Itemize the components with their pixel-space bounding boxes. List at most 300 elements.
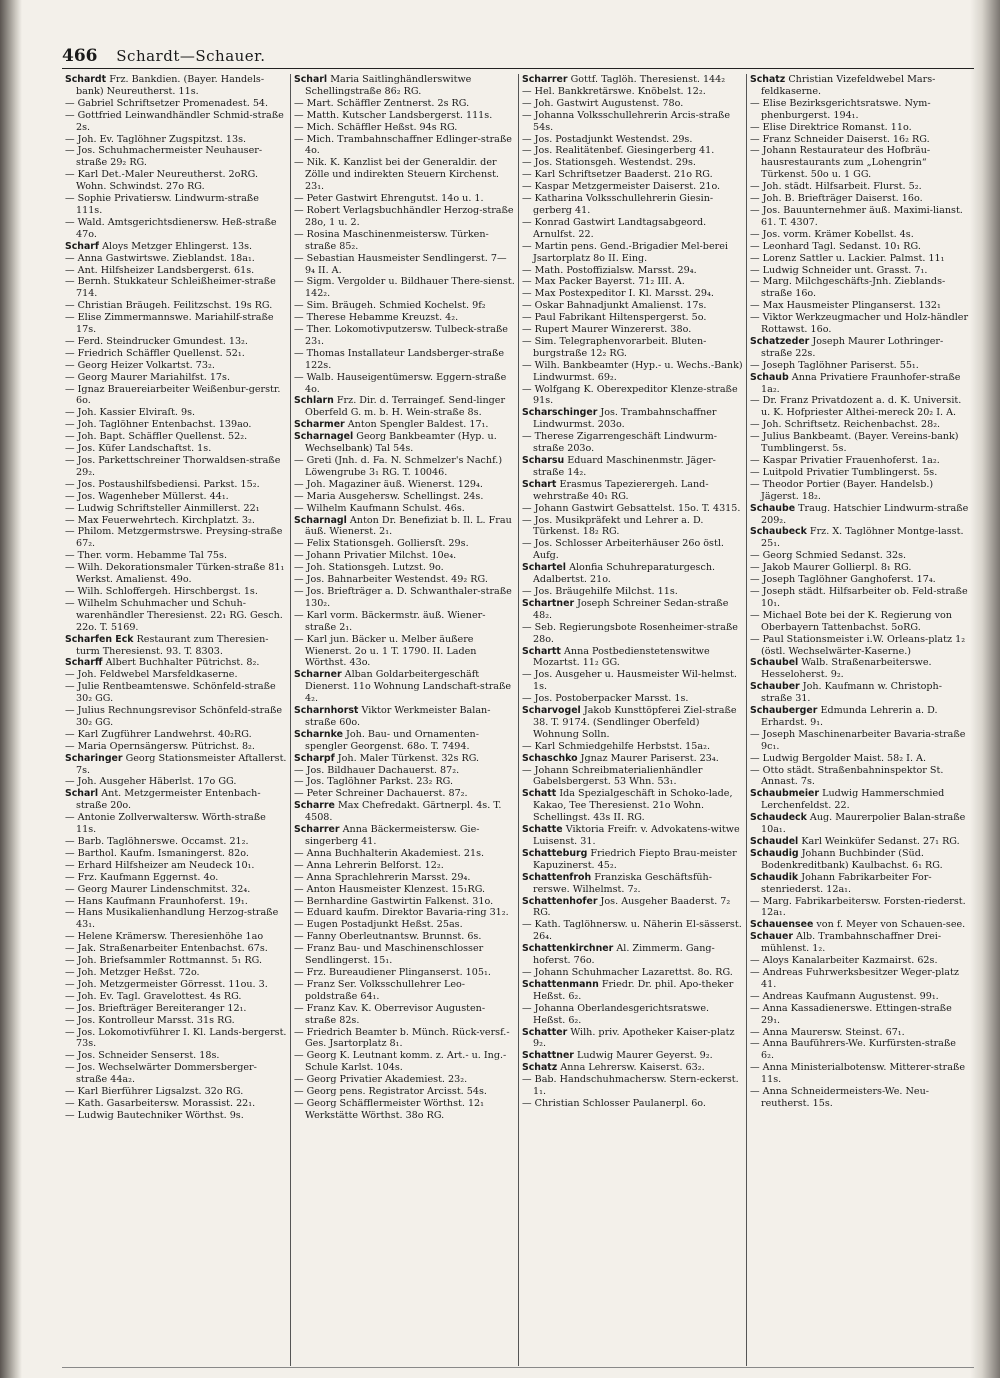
- directory-entry: [294, 753, 515, 765]
- entry-text: — Anna Buchhalterin Akademiest. 21s.: [294, 847, 485, 859]
- directory-entry: [750, 503, 971, 527]
- directory-entry: [522, 455, 743, 479]
- directory-entry: [294, 312, 515, 324]
- directory-entry: [294, 824, 515, 848]
- entry-text: Jos. Ausgeher Baaderst. 7₂ RG.: [533, 895, 731, 919]
- entry-text: — Karl Zugführer Landwehrst. 40₂RG.: [65, 728, 252, 740]
- directory-entry: [294, 193, 515, 205]
- entry-text: — Bab. Handschuhmachersw. Stern-eckerst. 1₁.: [522, 1074, 739, 1098]
- directory-entry: [750, 74, 971, 98]
- directory-entry: [294, 1050, 515, 1074]
- directory-entry: [65, 503, 287, 515]
- directory-entry: [65, 1098, 287, 1110]
- entry-text: — Paul Stationsmeister i.W. Orleans-platz 1₂ (östl. Wechselwärter-Kaserne.): [750, 633, 966, 657]
- entry-text: Georg Stationsmeister Aftallerst. 7s.: [76, 752, 287, 776]
- entry-text: — Hel. Bankkretärswe. Knöbelst. 12₂.: [522, 85, 706, 97]
- entry-text: — Jos. Schuhmachermeister Neuhauser-straße 29₂ RG.: [65, 145, 263, 169]
- directory-entry: [522, 360, 743, 384]
- directory-entry: [522, 503, 743, 515]
- entry-text: Joh. Kaufmann w. Christoph-straße 31.: [761, 681, 942, 705]
- surname-keyword: Schaudeck: [750, 812, 807, 824]
- directory-entry: [750, 574, 971, 586]
- directory-entry: [65, 812, 287, 836]
- entry-text: — Ignaz Brauereiarbeiter Weißenbur-gerstr. 6o.: [65, 383, 281, 407]
- surname-keyword: Schattenfroh: [522, 871, 592, 883]
- entry-text: Ludwig Hammerschmied Lerchenfeldst. 22.: [761, 788, 945, 812]
- entry-text: — Ther. Lokomotivputzersw. Tulbeck-straße 23₁.: [294, 324, 508, 347]
- directory-entry: [294, 372, 515, 396]
- entry-text: — Joh. Metzger Heßst. 72o.: [65, 966, 200, 978]
- surname-keyword: Schattenhofer: [522, 895, 598, 907]
- directory-entry: [294, 848, 515, 860]
- directory-entry: [65, 455, 287, 479]
- entry-text: — Georg Maurer Mariahilfst. 17s.: [65, 371, 231, 383]
- entry-text: Anna Privatiere Fraunhofer-straße 1a₂.: [761, 371, 961, 395]
- entry-text: Johann Fabrikarbeiter For-stenriederst. 12a₁.: [761, 871, 932, 895]
- directory-entry: [522, 407, 743, 431]
- entry-text: — Ferd. Steindrucker Gmundest. 13₂.: [65, 335, 248, 347]
- directory-entry: [65, 491, 287, 503]
- surname-keyword: Scharnke: [294, 728, 343, 740]
- entry-text: — Wilh. Dekorationsmaler Türken-straße 81₁ Werkst. Amalienst. 49o.: [65, 562, 285, 586]
- directory-entry: [65, 562, 287, 586]
- entry-text: Erasmus Tapezierergeh. Land-wehrstraße 40₁ RG.: [533, 478, 709, 502]
- entry-text: Wilh. priv. Apotheker Kaiser-platz 9₂.: [533, 1026, 735, 1050]
- directory-entry: [65, 931, 287, 943]
- directory-entry: [750, 419, 971, 431]
- entry-text: — Wald. Amtsgerichtsdienersw. Heß-straße 47o.: [65, 216, 277, 240]
- entry-text: Anna Bäckermeistersw. Gie-singerberg 41.: [305, 824, 480, 847]
- directory-entry: [65, 907, 287, 931]
- entry-text: — Luitpold Privatier Tumblingerst. 5s.: [750, 466, 938, 478]
- surname-keyword: Schaubmeier: [750, 788, 820, 800]
- directory-entry: [65, 967, 287, 979]
- directory-entry: [294, 157, 515, 193]
- directory-entry: [522, 1074, 743, 1098]
- directory-entry: [750, 562, 971, 574]
- entry-text: — Joh. Ev. Taglöhner Zugspitzst. 13s.: [65, 133, 247, 145]
- directory-entry: [65, 372, 287, 384]
- entry-text: — Jos. Briefträger a. D. Schwanthaler-straße 130₂.: [294, 585, 512, 609]
- entry-text: Joseph Schreiner Sedan-straße 48₂.: [533, 597, 729, 621]
- entry-text: — Jos. Bildhauer Dachauerst. 87₂.: [294, 764, 460, 776]
- directory-entry: [522, 646, 743, 670]
- entry-text: — Michael Bote bei der K. Regierung von Oberbayern Tattenbachst. 5oRG.: [750, 609, 952, 633]
- directory-entry: [750, 1062, 971, 1086]
- directory-entry: [750, 276, 971, 300]
- entry-text: — Erhard Hilfsheizer am Neudeck 10₁.: [65, 859, 255, 871]
- entry-text: — Max Postexpeditor I. Kl. Marsst. 29₄.: [522, 288, 714, 300]
- entry-text: Gottf. Taglöh. Theresienst. 144₂: [570, 74, 726, 85]
- directory-entry: [750, 1027, 971, 1039]
- entry-text: — Maria Ausgehersw. Schellingst. 24s.: [294, 490, 484, 502]
- directory-entry: [522, 824, 743, 848]
- entry-text: — Karl vorm. Bäckermstr. äuß. Wiener-straße 2₁.: [294, 609, 486, 633]
- surname-keyword: Scharinger: [65, 752, 123, 764]
- entry-text: — Jos. Stationsgeh. Westendst. 29s.: [522, 157, 696, 169]
- directory-entry: [65, 98, 287, 110]
- entry-text: — Anna Kassadienerswe. Ettingen-straße 29₁.: [750, 1002, 952, 1026]
- entry-text: — Joh. Taglöhner Entenbachst. 139ao.: [65, 419, 252, 431]
- entry-text: — Joh. Gastwirt Augustenst. 78o.: [522, 97, 684, 109]
- directory-entry: [750, 253, 971, 265]
- directory-entry: [750, 872, 971, 896]
- directory-entry: [294, 515, 515, 539]
- entry-text: — Paul Fabrikant Hiltenspergerst. 5o.: [522, 312, 707, 324]
- directory-entry: [65, 515, 287, 527]
- entry-text: — Jos. Postoberpacker Marsst. 1s.: [522, 693, 689, 705]
- entry-text: Aug. Maurerpolier Balan-straße 10a₁.: [761, 812, 966, 836]
- entry-text: — Andreas Kaufmann Augustenst. 99₁.: [750, 990, 939, 1002]
- entry-text: — Katharina Volksschullehrerin Giesin-gerberg 41.: [522, 193, 714, 216]
- surname-keyword: Schattenmann: [522, 978, 599, 990]
- entry-text: — Seb. Regierungsbote Rosenheimer-straße 28o.: [522, 621, 738, 645]
- directory-entry: [750, 812, 971, 836]
- directory-entry: [750, 193, 971, 205]
- directory-entry: [65, 74, 287, 98]
- entry-text: — Jos. Schneider Senserst. 18s.: [65, 1050, 220, 1062]
- entry-text: — Antonie Zollverwaltersw. Wörth-straße 11s.: [65, 812, 266, 836]
- entry-text: — Max Packer Bayerst. 71₂ III. A.: [522, 276, 685, 288]
- entry-text: — Joh. Metzgermeister Görresst. 11ou. 3.: [65, 978, 268, 990]
- directory-entry: [750, 300, 971, 312]
- columns-container: [62, 74, 974, 1366]
- directory-entry: [750, 372, 971, 396]
- entry-text: — Jos. Wechselwärter Dommersberger-straße 44a₂.: [65, 1062, 257, 1086]
- entry-text: — Kaspar Privatier Frauenhoferst. 1a₂.: [750, 455, 940, 466]
- entry-text: — Rupert Maurer Winzererst. 38o.: [522, 324, 692, 336]
- entry-text: — Sigm. Vergolder u. Bildhauer There-sienst. 142₂.: [294, 276, 515, 300]
- directory-entry: [294, 324, 515, 348]
- directory-entry: [522, 515, 743, 539]
- entry-text: — Frz. Bureaudiener Plinganserst. 105₁.: [294, 966, 491, 978]
- directory-entry: [65, 586, 287, 598]
- directory-entry: [65, 1027, 287, 1051]
- entry-text: — Jos. Postaushilfsbediensi. Parkst. 15₂.: [65, 478, 260, 490]
- entry-text: — Jos. Schlosser Arbeiterhäuser 26o östl. Aufg.: [522, 538, 724, 562]
- column-1: [62, 74, 290, 1366]
- entry-text: — Gabriel Schriftsetzer Promenadest. 54.: [65, 97, 269, 109]
- directory-entry: [522, 919, 743, 943]
- entry-text: Frz. Dir. d. Terraingef. Send-linger Oberfeld G. m. b. H. Wein-straße 8s.: [305, 395, 506, 419]
- entry-text: — Jos. Realitätenbef. Giesingerberg 41.: [522, 145, 715, 157]
- column-3: [518, 74, 746, 1366]
- entry-text: Albert Buchhalter Pütrichst. 8₂.: [105, 657, 260, 669]
- entry-text: — Joh. Ausgeher Häberlst. 17o GG.: [65, 776, 237, 788]
- directory-entry: [65, 788, 287, 812]
- entry-text: — Bernhardine Gastwirtin Falkenst. 31o.: [294, 895, 494, 907]
- entry-text: — Georg pens. Registrator Arcisst. 54s.: [294, 1086, 487, 1098]
- surname-keyword: Schardt: [65, 74, 107, 85]
- page-header: [62, 46, 265, 66]
- directory-entry: [522, 1062, 743, 1074]
- directory-entry: [522, 705, 743, 741]
- directory-entry: [294, 419, 515, 431]
- entry-text: Eduard Maschinenmstr. Jäger-straße 14₂.: [533, 455, 716, 478]
- directory-entry: [522, 384, 743, 408]
- entry-text: — Barb. Taglöhnerswe. Occamst. 21₂.: [65, 836, 249, 847]
- entry-text: Ludwig Maurer Geyerst. 9₂.: [577, 1050, 713, 1062]
- entry-text: — Eugen Postadjunkt Heßst. 25as.: [294, 919, 463, 931]
- directory-entry: [65, 979, 287, 991]
- directory-entry: [522, 300, 743, 312]
- entry-text: — Georg K. Leutnant komm. z. Art.- u. Ing.-Schule Karlst. 104s.: [294, 1050, 507, 1074]
- directory-entry: [522, 586, 743, 598]
- entry-text: Jgnaz Maurer Pariserst. 23₄.: [580, 752, 719, 764]
- surname-keyword: Scharschinger: [522, 407, 598, 419]
- entry-text: — Wolfgang K. Oberexpeditor Klenze-straße 91s.: [522, 383, 738, 407]
- entry-text: — Helene Krämersw. Theresienhöhe 1ao: [65, 931, 264, 943]
- directory-entry: [522, 145, 743, 157]
- entry-text: — Friedrich Beamter b. Münch. Rück-versf.-Ges. Jsartorplatz 8₁.: [294, 1026, 510, 1050]
- directory-entry: [65, 776, 287, 788]
- directory-entry: [750, 657, 971, 681]
- entry-text: — Georg Privatier Akademiest. 23₂.: [294, 1074, 468, 1086]
- directory-entry: [65, 193, 287, 217]
- entry-text: — Christian Bräugeh. Feilitzschst. 19s RG.: [65, 300, 273, 312]
- directory-entry: [294, 395, 515, 419]
- surname-keyword: Schart: [522, 478, 557, 490]
- directory-entry: [522, 765, 743, 789]
- entry-text: — Elise Zimmermannswe. Mariahilf-straße 17s.: [65, 312, 274, 336]
- entry-text: — Georg Schäfflermeister Wörthst. 12₁ Werkstätte Wörthst. 38o RG.: [294, 1097, 485, 1121]
- entry-text: — Joseph Taglöhner Pariserst. 55₁.: [750, 359, 919, 371]
- directory-entry: [294, 896, 515, 908]
- directory-entry: [65, 741, 287, 753]
- surname-keyword: Scharnagel: [294, 431, 354, 443]
- directory-entry: [294, 122, 515, 134]
- entry-text: — Jos. Postadjunkt Westendst. 29s.: [522, 133, 693, 145]
- directory-entry: [750, 241, 971, 253]
- entry-text: — Walb. Hauseigentümersw. Eggern-straße 4o.: [294, 371, 507, 395]
- entry-text: Alban Goldarbeitergeschäft Dienerst. 11o Wohnung Landschaft-straße 4₂.: [305, 669, 512, 705]
- directory-entry: [522, 193, 743, 217]
- directory-entry: [522, 86, 743, 98]
- surname-keyword: Schartt: [522, 645, 561, 657]
- directory-entry: [294, 491, 515, 503]
- entry-text: — Robert Verlagsbuchhändler Herzog-straße 28o, 1 u. 2.: [294, 204, 514, 228]
- entry-text: — Karl Bierführer Ligsalzst. 32o RG.: [65, 1086, 244, 1098]
- directory-entry: [294, 348, 515, 372]
- surname-keyword: Schartner: [522, 597, 575, 609]
- directory-entry: [65, 1003, 287, 1015]
- entry-text: — Peter Schreiner Dachauerst. 87₂.: [294, 788, 468, 800]
- directory-entry: [294, 729, 515, 753]
- directory-entry: [65, 253, 287, 265]
- entry-text: — Jos. Ausgeher u. Hausmeister Wil-helmst. 1s.: [522, 669, 737, 693]
- directory-entry: [294, 1003, 515, 1027]
- directory-entry: [294, 872, 515, 884]
- entry-text: — Jos. Musikpräfekt und Lehrer a. D. Türkenst. 18₂ RG.: [522, 514, 704, 538]
- entry-text: — Joseph Maschinenarbeiter Bavaria-straße 9c₁.: [750, 728, 966, 752]
- directory-entry: [522, 788, 743, 824]
- entry-text: — Felix Stationsgeh. Golliersſt. 29s.: [294, 538, 469, 550]
- entry-text: Joh. Maler Türkenst. 32s RG.: [337, 752, 480, 764]
- directory-entry: [750, 122, 971, 134]
- entry-text: Joseph Maurer Lothringer-straße 22s.: [761, 335, 944, 359]
- directory-entry: [750, 991, 971, 1003]
- directory-entry: [65, 943, 287, 955]
- directory-entry: [294, 907, 515, 919]
- entry-text: — Marg. Milchgeschäfts-Jnh. Zieblands-straße 16o.: [750, 276, 946, 300]
- entry-text: — Franz Bau- und Maschinenschlosser Sendlingerst. 15₁.: [294, 943, 484, 967]
- surname-keyword: Schauensee: [750, 919, 814, 931]
- entry-text: — Karl Schriftsetzer Baaderst. 21o RG.: [522, 169, 713, 181]
- directory-entry: [522, 967, 743, 979]
- directory-entry: [65, 836, 287, 848]
- directory-entry: [522, 979, 743, 1003]
- entry-text: — Jos. Kontrolleur Marsst. 31s RG.: [65, 1014, 235, 1026]
- entry-text: — Julius Bankbeamt. (Bayer. Vereins-bank) Tumblingerst. 5s.: [750, 431, 959, 455]
- entry-text: — Oskar Bahnadjunkt Amalienst. 17s.: [522, 300, 707, 312]
- directory-entry: [65, 145, 287, 169]
- scan-shadow-right: [970, 0, 1000, 1378]
- directory-entry: [294, 788, 515, 800]
- directory-entry: [65, 526, 287, 550]
- entry-text: Friedr. Dr. phil. Apo-theker Heßst. 6₂.: [533, 978, 734, 1002]
- entry-text: — Ludwig Schriftsteller Ainmillerst. 22₁: [65, 502, 260, 514]
- entry-text: — Aloys Kanalarbeiter Kazmairst. 62s.: [750, 955, 938, 967]
- directory-entry: [294, 943, 515, 967]
- entry-text: — Sim. Bräugeh. Schmied Kochelst. 9f₂: [294, 300, 486, 312]
- directory-entry: [750, 265, 971, 277]
- surname-keyword: Schatteburg: [522, 847, 588, 859]
- entry-text: — Max Hausmeister Plinganserst. 132₁: [750, 300, 941, 312]
- entry-text: — Johann Restaurateur des Hofbräu-hausrestaurants zum „Lohengrin“ Türkenst. 50o u. 1 GG.: [750, 145, 931, 181]
- surname-keyword: Scharnagl: [294, 514, 347, 526]
- entry-text: — Joh. Schriftsetz. Reichenbachst. 28₂.: [750, 419, 941, 431]
- directory-entry: [65, 431, 287, 443]
- entry-text: — Fanny Oberleutnantsw. Brunnst. 6s.: [294, 931, 482, 943]
- directory-entry: [522, 157, 743, 169]
- entry-text: — Anton Hausmeister Klenzest. 15₁RG.: [294, 883, 486, 895]
- entry-text: — Elise Direktrice Romanst. 11o.: [750, 121, 912, 133]
- directory-entry: [522, 562, 743, 586]
- entry-text: — Sebastian Hausmeister Sendlingerst. 7—9₄ II. A.: [294, 252, 507, 276]
- directory-entry: [65, 348, 287, 360]
- entry-text: — Johanna Oberlandesgerichtsratswe. Heßst. 6₂.: [522, 1002, 710, 1026]
- directory-entry: [750, 681, 971, 705]
- directory-entry: [522, 217, 743, 241]
- entry-text: — Mart. Schäffler Zentnerst. 2s RG.: [294, 97, 470, 109]
- directory-entry: [294, 134, 515, 158]
- directory-entry: [65, 681, 287, 705]
- entry-text: — Joh. städt. Hilfsarbeit. Flurst. 5₂.: [750, 181, 922, 193]
- directory-entry: [522, 872, 743, 896]
- directory-entry: [65, 991, 287, 1003]
- entry-text: Frz. X. Taglöhner Montge-lasst. 25₁.: [761, 526, 964, 550]
- entry-text: — Ludwig Schneider unt. Grasst. 7₁.: [750, 264, 928, 276]
- directory-entry: [294, 1027, 515, 1051]
- entry-text: — Hans Kaufmann Fraunhoferst. 19₁.: [65, 895, 248, 907]
- entry-text: — Anna Bauführers-We. Kurfürsten-straße 6₂.: [750, 1038, 956, 1062]
- directory-entry: [750, 395, 971, 419]
- surname-keyword: Scharl: [294, 74, 328, 85]
- surname-keyword: Schatt: [522, 788, 557, 800]
- page-range: Schardt—Schauer.: [116, 47, 266, 65]
- entry-text: Joh. Bau- und Ornamenten-spengler Georgenst. 68o. T. 7494.: [305, 728, 479, 752]
- entry-text: — Maria Opernsängersw. Pütrichst. 8₂.: [65, 740, 255, 752]
- directory-entry: [65, 384, 287, 408]
- entry-text: — Thomas Installateur Landsberger-straße 122s.: [294, 347, 505, 371]
- directory-entry: [65, 955, 287, 967]
- entry-text: — Viktor Werkzeugmacher und Holz-händler Rottawst. 16o.: [750, 312, 969, 336]
- entry-text: — Leonhard Tagl. Sedanst. 10₁ RG.: [750, 240, 921, 252]
- entry-text: — Georg Heizer Volkartst. 73₂.: [65, 359, 215, 371]
- entry-text: — Ther. vorm. Hebamme Tal 75s.: [65, 550, 228, 562]
- directory-entry: [522, 1050, 743, 1062]
- entry-text: — Therese Zigarrengeschäft Lindwurm-straße 203o.: [522, 431, 717, 455]
- directory-entry: [65, 479, 287, 491]
- entry-text: — Wilhelm Schuhmacher und Schuh-warenhändler Theresienst. 22₁ RG. Gesch. 22o. T. 5169.: [65, 597, 283, 633]
- directory-entry: [750, 360, 971, 372]
- entry-text: — Math. Postoffizialsw. Marsst. 29₄.: [522, 264, 697, 276]
- entry-text: Franziska Geschäftsfüh-rerswe. Wilhelmst. 7₂.: [533, 871, 712, 895]
- entry-text: — Eduard kaufm. Direktor Bavaria-ring 31₂.: [294, 907, 509, 919]
- entry-text: — Joh. Feldwebel Marsfeldkaserne.: [65, 669, 238, 681]
- directory-entry: [294, 967, 515, 979]
- entry-text: — Andreas Fuhrwerksbesitzer Weger-platz 41.: [750, 966, 959, 990]
- entry-text: — Jos. Lokomotivführer I. Kl. Lands-bergerst. 73s.: [65, 1026, 287, 1050]
- entry-text: — Wilhelm Kaufmann Schulst. 46s.: [294, 502, 465, 514]
- directory-entry: [294, 669, 515, 705]
- directory-entry: [750, 955, 971, 967]
- entry-text: — Joseph städt. Hilfsarbeiter ob. Feld-straße 10₁.: [750, 585, 968, 609]
- entry-text: Anna Postbedienstetenswitwe Mozartst. 11₂ GG.: [533, 645, 710, 669]
- entry-text: — Joh. Magaziner äuß. Wienerst. 129₄.: [294, 478, 483, 490]
- entry-text: — Jos. Bahnarbeiter Westendst. 49₂ RG.: [294, 574, 488, 586]
- directory-entry: [65, 134, 287, 146]
- entry-text: Maria Saitlinghändlerswitwe Schellingstraße 86₂ RG.: [305, 74, 472, 97]
- entry-text: — Joh. Briefsammler Rottmannst. 5₁ RG.: [65, 955, 263, 967]
- directory-entry: [65, 657, 287, 669]
- entry-text: — Hans Musikalienhandlung Herzog-straße 43₁.: [65, 907, 279, 931]
- directory-entry: [65, 753, 287, 777]
- directory-entry: [294, 765, 515, 777]
- directory-entry: [65, 300, 287, 312]
- entry-text: Viktoria Freifr. v. Advokatens-witwe Luisenst. 31.: [533, 824, 740, 847]
- directory-entry: [65, 265, 287, 277]
- entry-text: — Jos. Bräugehilfe Milchst. 11s.: [522, 585, 678, 597]
- surname-keyword: Schattner: [522, 1050, 574, 1062]
- directory-entry: [750, 1003, 971, 1027]
- entry-text: — Johanna Volksschullehrerin Arcis-straße 54s.: [522, 109, 731, 133]
- directory-entry: [750, 181, 971, 193]
- directory-entry: [522, 753, 743, 765]
- directory-entry: [750, 586, 971, 610]
- directory-entry: [65, 419, 287, 431]
- entry-text: — Johann Schreibmaterialienhändler Gabelsbergerst. 53 Whn. 53₁.: [522, 764, 703, 788]
- entry-text: — Dr. Franz Privatdozent a. d. K. Universit. u. K. Hofpriester Althei-mereck 20₂ I. A.: [750, 395, 962, 419]
- directory-entry: [65, 241, 287, 253]
- entry-text: — Kath. Taglöhnersw. u. Näherin El-sässerst. 26₄.: [522, 919, 742, 943]
- entry-text: — Rosina Maschinenmeistersw. Türken-straße 85₂.: [294, 228, 489, 252]
- directory-entry: [522, 1003, 743, 1027]
- surname-keyword: Scharner: [294, 669, 342, 681]
- directory-entry: [750, 312, 971, 336]
- surname-keyword: Schaubel: [750, 657, 799, 669]
- directory-entry: [522, 181, 743, 193]
- surname-keyword: Schatter: [522, 1026, 568, 1038]
- surname-keyword: Scharrer: [294, 824, 340, 836]
- entry-text: — Georg Maurer Lindenschmitst. 32₄.: [65, 883, 251, 895]
- directory-entry: [65, 1050, 287, 1062]
- entry-text: Al. Zimmerm. Gang-hoferst. 76o.: [533, 943, 715, 967]
- surname-keyword: Schauberger: [750, 705, 818, 717]
- entry-text: — Karl Det.-Maler Neureutherst. 2oRG. Wohn. Schwindst. 27o RG.: [65, 169, 259, 193]
- directory-entry: [522, 265, 743, 277]
- directory-entry: [750, 1086, 971, 1110]
